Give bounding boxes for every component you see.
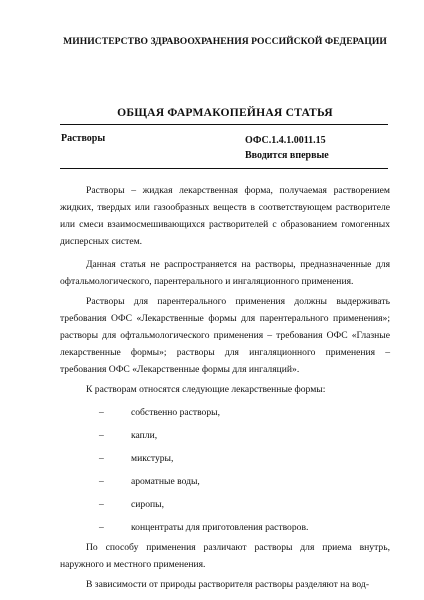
list-dash: – [99, 476, 104, 487]
ministry-heading: МИНИСТЕРСТВО ЗДРАВООХРАНЕНИЯ РОССИЙСКОЙ ФЕДЕРАЦИИ [63, 36, 387, 47]
list-item [60, 447, 390, 470]
paragraph: К растворам относятся следующие лекарственные формы: [86, 384, 326, 395]
list-item-text: капли, [131, 430, 158, 441]
top-divider [60, 124, 388, 125]
list-item [60, 470, 390, 493]
list-dash: – [99, 522, 104, 533]
list-dash: – [99, 499, 104, 510]
list-item [60, 516, 390, 539]
paragraph: Растворы – жидкая лекарственная форма, получаемая растворением жидких, твердых или газообразных веществ в соответствующем растворителе или смеси взаимосмешивающихся растворителей с образованием гомогенных дисперсных систем. [60, 185, 390, 247]
paragraph: Данная статья не распространяется на растворы, предназначенные для офтальмологического, парентерального и ингаляционного применения. [60, 259, 390, 287]
paragraph: Растворы для парентерального применения должны выдерживать требования ОФС «Лекарственные формы для парентерального применения»; растворы для офтальмологического применения – требования ОФС «Глазные лекарственные формы»; растворы для ингаляционного применения – требования ОФС «Лекарственные формы для ингаляций». [60, 296, 390, 375]
list-item-text: микстуры, [131, 453, 174, 464]
list-item-text: концентраты для приготовления растворов. [131, 522, 309, 533]
list-dash: – [99, 453, 104, 464]
article-code: ОФС.1.4.1.0011.15 [245, 135, 326, 146]
article-status: Вводится впервые [245, 150, 329, 161]
list-item-text: собственно растворы, [131, 407, 220, 418]
list-item [60, 401, 390, 424]
list-item [60, 493, 390, 516]
paragraph: По способу применения различают растворы для приема внутрь, наружного и местного применения. [60, 542, 390, 570]
document-title: ОБЩАЯ ФАРМАКОПЕЙНАЯ СТАТЬЯ [117, 106, 333, 119]
list-item-text: ароматные воды, [131, 476, 200, 487]
paragraph: В зависимости от природы растворителя растворы разделяют на вод- [86, 579, 370, 590]
list-item [60, 424, 390, 447]
list-dash: – [99, 407, 104, 418]
list-item-text: сиропы, [131, 499, 164, 510]
article-name: Растворы [61, 133, 106, 144]
article-meta [245, 133, 329, 163]
list-dash: – [99, 430, 104, 441]
article-body [60, 182, 390, 596]
dosage-forms-list [60, 401, 390, 539]
bottom-divider [60, 168, 388, 169]
